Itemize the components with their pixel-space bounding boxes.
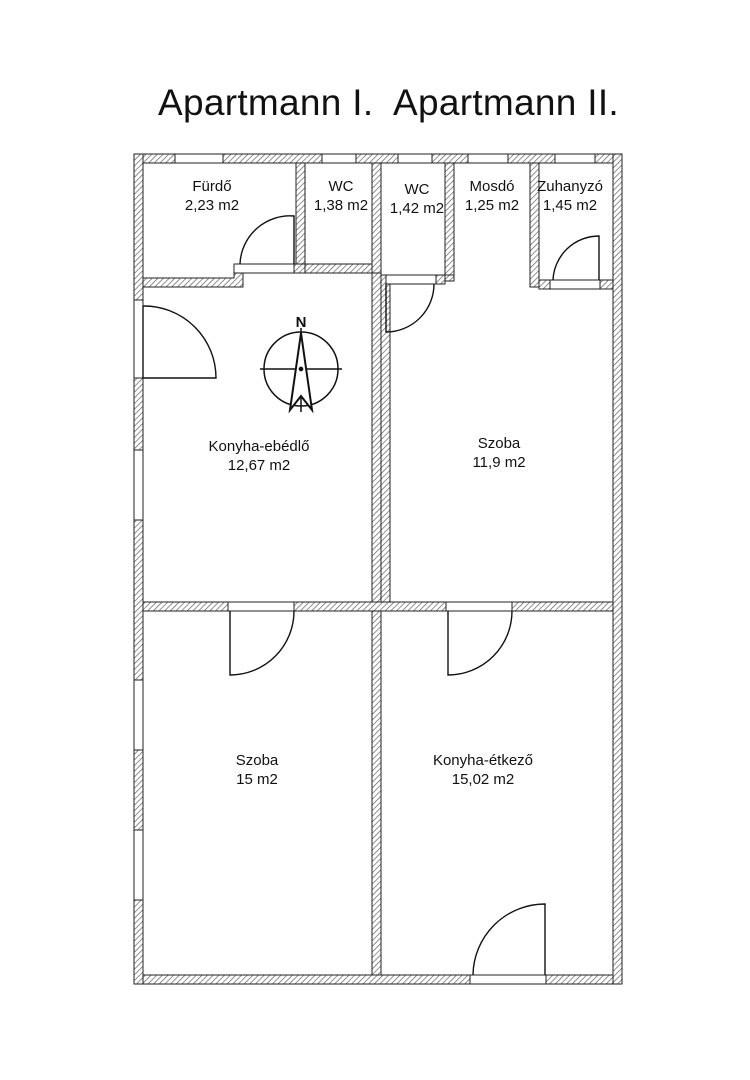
door-opening-zuhany — [550, 280, 600, 289]
room-area: 1,38 m2 — [313, 197, 369, 214]
room-mosdo — [465, 177, 519, 215]
room-wc-2 — [390, 180, 444, 218]
door-swing-furdo — [240, 216, 294, 264]
room-area: 1,42 m2 — [389, 200, 445, 217]
door-opening-wc2 — [386, 275, 436, 284]
door-swing-zuhany — [553, 236, 599, 280]
room-name: Szoba — [477, 435, 521, 452]
room-area: 1,25 m2 — [464, 197, 520, 214]
room-name: Konyha-étkező — [432, 752, 534, 769]
entrance-door-opening — [470, 975, 546, 984]
outer-wall-bottom — [134, 975, 622, 984]
door-swing-entrance — [473, 904, 545, 975]
doors — [143, 216, 599, 975]
wall-middle-vertical — [372, 273, 381, 975]
room-area: 15,02 m2 — [451, 771, 515, 788]
room-name: WC — [404, 181, 430, 198]
door-swing-kitchen-1 — [143, 306, 216, 378]
door-opening-right-middle — [446, 602, 512, 611]
room-name: WC — [328, 178, 354, 195]
window-top-2 — [322, 154, 356, 163]
room-zuhanyzo — [537, 177, 603, 215]
room-furdo — [185, 177, 239, 215]
window-top-5 — [555, 154, 595, 163]
room-area: 12,67 m2 — [227, 457, 291, 474]
wall-middle-horizontal — [143, 602, 613, 611]
room-area: 11,9 m2 — [472, 454, 526, 471]
room-wc-1 — [314, 177, 368, 215]
wall-wc1-bottom — [305, 264, 372, 273]
compass-north-label: N — [295, 314, 307, 331]
walls — [134, 154, 622, 984]
room-area: 1,45 m2 — [542, 197, 598, 214]
window-top-4 — [468, 154, 508, 163]
title-apartment-1: Apartmann I. — [158, 82, 374, 123]
compass-icon — [260, 328, 342, 412]
door-swing-left-middle — [230, 611, 294, 675]
wall-furdo-right — [296, 163, 305, 273]
room-area: 15 m2 — [236, 771, 278, 788]
door-opening-left-middle — [228, 602, 294, 611]
outer-wall-right — [613, 154, 622, 984]
window-left-4 — [134, 830, 143, 900]
room-konyha-etkezo — [433, 751, 533, 789]
room-szoba-2 — [236, 751, 279, 789]
wall-wc1-right — [372, 163, 381, 278]
door-swing-wc2 — [386, 284, 434, 332]
room-name: Konyha-ebédlő — [208, 438, 310, 455]
window-top-1 — [175, 154, 223, 163]
room-name: Mosdó — [469, 178, 515, 195]
door-opening-furdo — [234, 264, 294, 273]
window-left-3 — [134, 680, 143, 750]
room-area: 2,23 m2 — [184, 197, 240, 214]
room-szoba-1 — [472, 434, 525, 472]
window-left-2 — [134, 450, 143, 520]
room-name: Zuhanyzó — [537, 178, 603, 195]
door-swing-right-middle — [448, 611, 512, 675]
room-konyha-ebedlo — [209, 437, 310, 475]
window-left-1 — [134, 300, 143, 378]
room-name: Fürdő — [192, 178, 232, 195]
wall-wc2-bottom — [381, 163, 454, 602]
title-apartment-2: Apartmann II. — [393, 82, 620, 123]
room-name: Szoba — [235, 752, 279, 769]
window-top-3 — [398, 154, 432, 163]
